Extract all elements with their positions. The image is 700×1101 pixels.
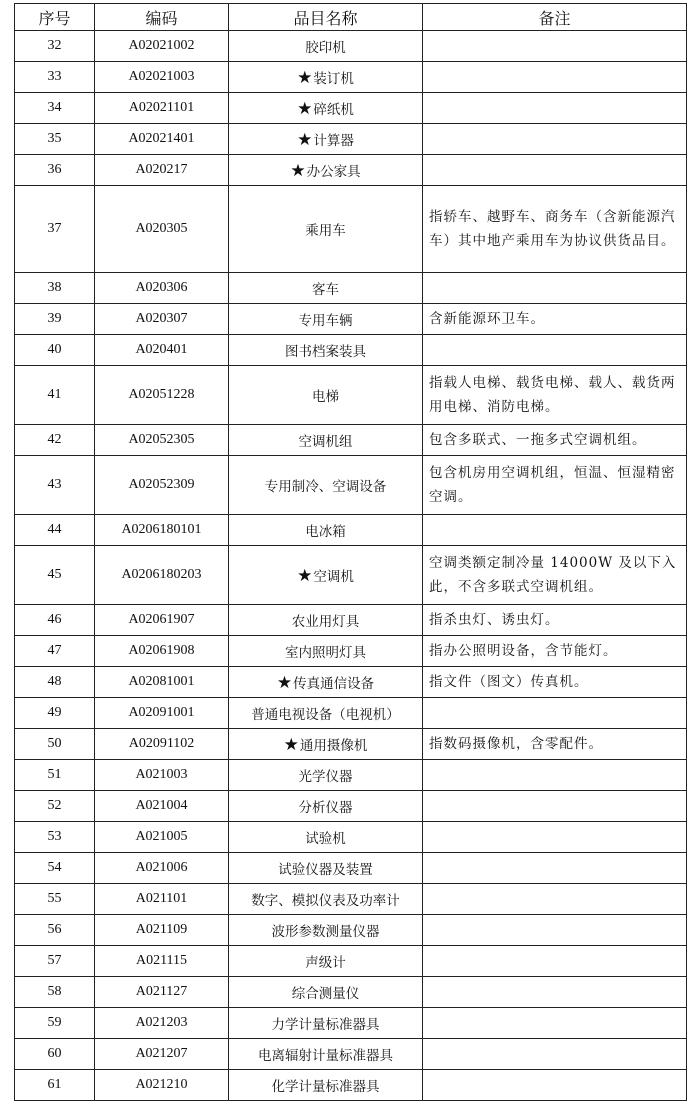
header-code: 编码 [95,4,229,31]
table-row [15,155,687,186]
remarks-cell [423,853,687,884]
item-name-cell [229,946,423,977]
serial-number-cell: 41 [15,366,95,425]
header-item-name: 品目名称 [229,4,423,31]
remarks-cell [423,273,687,304]
serial-number-cell: 35 [15,124,95,155]
item-code-cell: A021203 [95,1008,229,1039]
item-code-cell: A0206180101 [95,515,229,546]
remarks-cell: 包含多联式、一拖多式空调机组。 [423,425,687,456]
item-name-text: 电离辐射计量标准器具 [258,1048,393,1064]
table-row [15,605,687,636]
table-row [15,273,687,304]
item-code-cell: A021005 [95,822,229,853]
remarks-cell: 指杀虫灯、诱虫灯。 [423,605,687,636]
item-code-cell: A020306 [95,273,229,304]
serial-number-cell: 56 [15,915,95,946]
item-code-cell: A020217 [95,155,229,186]
item-code-cell: A021003 [95,760,229,791]
table-row [15,1070,687,1101]
remarks-cell [423,515,687,546]
remarks-cell: 指文件（图文）传真机。 [423,667,687,698]
item-name-cell [229,853,423,884]
table-row [15,31,687,62]
remarks-cell [423,791,687,822]
table-row [15,304,687,335]
remarks-cell [423,884,687,915]
item-name-text: 专用车辆 [298,313,353,329]
item-name-cell [229,62,423,93]
table-row [15,791,687,822]
item-name-cell [229,456,423,515]
item-name-cell [229,186,423,273]
item-code-cell: A021101 [95,884,229,915]
item-name-text: 普通电视设备（电视机） [251,707,400,723]
item-name-cell [229,884,423,915]
item-code-cell: A021210 [95,1070,229,1101]
table-row [15,636,687,667]
remarks-cell: 含新能源环卫车。 [423,304,687,335]
item-code-cell: A02091102 [95,729,229,760]
header-remarks: 备注 [423,4,687,31]
item-name-cell [229,155,423,186]
table-row [15,946,687,977]
item-name-text: 数字、模拟仪表及功率计 [251,893,400,909]
table-row [15,425,687,456]
remarks-cell: 指轿车、越野车、商务车（含新能源汽车）其中地产乘用车为协议供货品目。 [423,186,687,273]
item-name-cell [229,335,423,366]
item-code-cell: A02021401 [95,124,229,155]
item-code-cell: A021127 [95,977,229,1008]
remarks-cell [423,915,687,946]
item-code-cell: A02052309 [95,456,229,515]
item-name-text: 试验仪器及装置 [278,862,373,878]
item-name-cell [229,515,423,546]
remarks-cell: 指数码摄像机，含零配件。 [423,729,687,760]
item-code-cell: A02052305 [95,425,229,456]
item-name-cell [229,425,423,456]
item-name-cell [229,366,423,425]
item-code-cell: A020307 [95,304,229,335]
remarks-cell [423,93,687,124]
remarks-cell [423,946,687,977]
item-name-cell [229,124,423,155]
item-name-cell [229,636,423,667]
item-name-cell [229,729,423,760]
table-row [15,335,687,366]
serial-number-cell: 60 [15,1039,95,1070]
remarks-cell [423,698,687,729]
serial-number-cell: 61 [15,1070,95,1101]
item-code-cell: A02081001 [95,667,229,698]
item-code-cell: A021109 [95,915,229,946]
item-code-cell: A021207 [95,1039,229,1070]
item-name-text: 碎纸机 [313,101,354,118]
item-name-cell [229,31,423,62]
item-name-text: 传真通信设备 [293,675,375,692]
serial-number-cell: 55 [15,884,95,915]
item-name-cell [229,791,423,822]
star-icon: ★ [297,565,313,586]
table-row [15,729,687,760]
item-name-cell [229,1008,423,1039]
item-name-cell [229,667,423,698]
remarks-cell: 指办公照明设备，含节能灯。 [423,636,687,667]
item-name-text: 乘用车 [305,223,346,239]
item-name-text: 力学计量标准器具 [271,1017,380,1033]
remarks-cell: 指载人电梯、载货电梯、载人、载货两用电梯、消防电梯。 [423,366,687,425]
table-row [15,546,687,605]
item-code-cell: A02021002 [95,31,229,62]
star-icon: ★ [283,734,299,755]
serial-number-cell: 43 [15,456,95,515]
serial-number-cell: 47 [15,636,95,667]
star-icon: ★ [290,160,306,181]
table-row [15,93,687,124]
table-row [15,186,687,273]
serial-number-cell: 44 [15,515,95,546]
table-row [15,667,687,698]
item-name-cell [229,760,423,791]
serial-number-cell: 32 [15,31,95,62]
item-name-cell [229,546,423,605]
serial-number-cell: 38 [15,273,95,304]
serial-number-cell: 50 [15,729,95,760]
remarks-cell: 空调类额定制冷量 14000W 及以下入此，不含多联式空调机组。 [423,546,687,605]
table-row [15,124,687,155]
remarks-cell [423,1039,687,1070]
serial-number-cell: 40 [15,335,95,366]
table-body [15,31,687,1101]
table-row [15,853,687,884]
item-name-cell [229,822,423,853]
item-name-cell [229,605,423,636]
item-name-text: 室内照明灯具 [285,645,366,661]
item-name-cell [229,915,423,946]
item-name-text: 分析仪器 [298,800,353,816]
serial-number-cell: 54 [15,853,95,884]
item-name-text: 专用制冷、空调设备 [264,479,387,495]
serial-number-cell: 53 [15,822,95,853]
item-name-cell [229,273,423,304]
item-code-cell: A02021003 [95,62,229,93]
table-row [15,456,687,515]
item-name-cell [229,977,423,1008]
item-name-cell [229,1070,423,1101]
table-row [15,62,687,93]
item-name-text: 办公家具 [306,163,361,180]
table-header-row [15,4,687,31]
item-name-text: 计算器 [313,132,354,149]
remarks-cell [423,760,687,791]
document-page [14,3,686,1101]
serial-number-cell: 39 [15,304,95,335]
remarks-cell [423,1070,687,1101]
item-name-text: 电梯 [312,389,339,405]
header-serial-number: 序号 [15,4,95,31]
remarks-cell: 包含机房用空调机组，恒温、恒湿精密空调。 [423,456,687,515]
remarks-cell [423,31,687,62]
item-code-cell: A0206180203 [95,546,229,605]
serial-number-cell: 48 [15,667,95,698]
serial-number-cell: 42 [15,425,95,456]
table-row [15,1039,687,1070]
item-code-cell: A021006 [95,853,229,884]
serial-number-cell: 51 [15,760,95,791]
table-row [15,822,687,853]
remarks-cell [423,977,687,1008]
serial-number-cell: 59 [15,1008,95,1039]
item-name-text: 试验机 [305,831,346,847]
table-row [15,1008,687,1039]
item-name-cell [229,1039,423,1070]
table-row [15,977,687,1008]
item-name-text: 电冰箱 [305,524,346,540]
item-name-text: 波形参数测量仪器 [271,924,380,940]
serial-number-cell: 34 [15,93,95,124]
item-name-text: 光学仪器 [298,769,353,785]
remarks-cell [423,822,687,853]
serial-number-cell: 45 [15,546,95,605]
serial-number-cell: 37 [15,186,95,273]
remarks-cell [423,62,687,93]
item-code-cell: A02061908 [95,636,229,667]
serial-number-cell: 57 [15,946,95,977]
item-name-text: 农业用灯具 [291,614,360,630]
remarks-cell [423,1008,687,1039]
item-name-text: 客车 [312,282,339,298]
serial-number-cell: 33 [15,62,95,93]
serial-number-cell: 58 [15,977,95,1008]
item-code-cell: A020305 [95,186,229,273]
item-name-text: 空调机 [313,568,354,585]
item-name-cell [229,304,423,335]
serial-number-cell: 52 [15,791,95,822]
table-row [15,366,687,425]
item-code-cell: A02021101 [95,93,229,124]
item-name-text: 通用摄像机 [299,737,368,754]
procurement-items-table [14,3,687,1101]
star-icon: ★ [276,672,293,693]
serial-number-cell: 36 [15,155,95,186]
item-name-cell [229,698,423,729]
item-name-text: 胶印机 [305,40,346,56]
item-code-cell: A02091001 [95,698,229,729]
star-icon: ★ [297,129,313,150]
item-name-text: 图书档案装具 [285,344,366,360]
star-icon: ★ [297,98,313,119]
item-name-text: 装订机 [313,70,354,87]
item-name-text: 声级计 [305,955,346,971]
item-code-cell: A02051228 [95,366,229,425]
table-row [15,884,687,915]
item-code-cell: A021004 [95,791,229,822]
item-name-text: 综合测量仪 [291,986,360,1002]
item-name-cell [229,93,423,124]
item-code-cell: A02061907 [95,605,229,636]
table-row [15,698,687,729]
item-name-text: 化学计量标准器具 [271,1079,380,1095]
item-code-cell: A021115 [95,946,229,977]
remarks-cell [423,335,687,366]
item-code-cell: A020401 [95,335,229,366]
serial-number-cell: 49 [15,698,95,729]
table-row [15,915,687,946]
item-name-text: 空调机组 [298,434,353,450]
remarks-cell [423,155,687,186]
remarks-cell [423,124,687,155]
star-icon: ★ [297,67,313,88]
serial-number-cell: 46 [15,605,95,636]
table-row [15,515,687,546]
table-row [15,760,687,791]
